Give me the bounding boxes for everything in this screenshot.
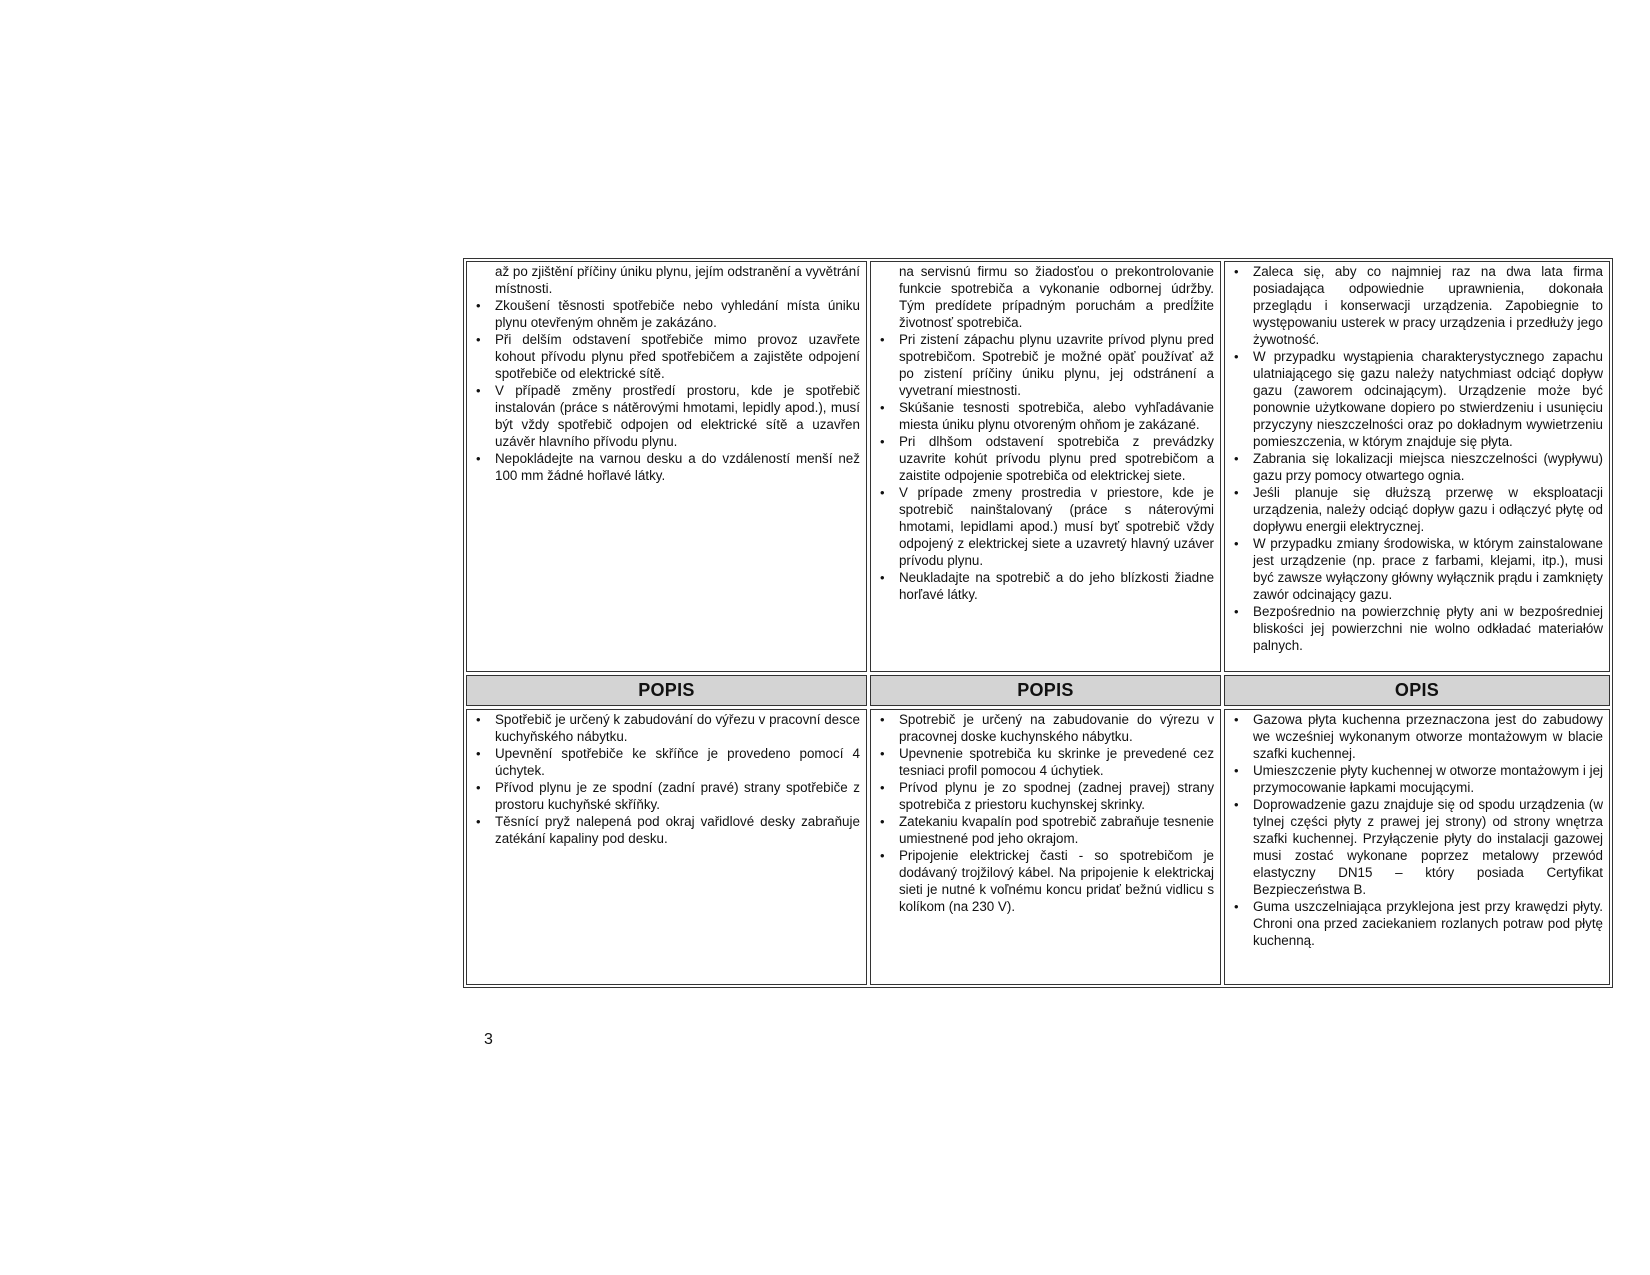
bullet-item: • W przypadku wystąpienia charakterystycznego zapachu ulatniającego się gazu należy natychmiast odciąć dopływ gazu (zaworem odcinającym). Urządzenie może być ponownie użytkowane dopiero po stwierdzeniu i usunięciu przyczyny nieszczelności oraz po dokładnym wywietrzeniu pomieszczenia, w którym znajduje się płyta. bbox=[1231, 348, 1603, 450]
bullet-item: • Spotřebič je určený k zabudování do výřezu v pracovní desce kuchyňského nábytku. bbox=[473, 711, 860, 745]
bullet-item: • W przypadku zmiany środowiska, w którym zainstalowane jest urządzenie (np. prace z farbami, klejami, itp.), musi być zawsze wyłączony główny wyłącznik prądu i zamknięty zawór odcinający gazu. bbox=[1231, 535, 1603, 603]
bullet-item: • Pri zistení zápachu plynu uzavrite prívod plynu pred spotrebičom. Spotrebič je možné opäť používať až po zistení príčiny úniku plynu, jej odstránení a vyvetraní miestnosti. bbox=[877, 331, 1214, 399]
polish-safety-cell bbox=[1224, 261, 1610, 672]
czech-section-header: POPIS bbox=[466, 675, 867, 706]
bullet-item: • Bezpośrednio na powierzchnię płyty ani w bezpośredniej bliskości jej powierzchni nie wolno odkładać materiałów palnych. bbox=[1231, 603, 1603, 654]
continuation-text: na servisnú firmu so žiadosťou o prekontrolovanie funkcie spotrebiča a vykonanie odbornej údržby. Tým predídete prípadným poruchám a predĺžite životnosť spotrebiča. bbox=[898, 264, 1215, 330]
bullet-list bbox=[473, 711, 860, 847]
bullet-list bbox=[877, 711, 1214, 915]
bullet-item: • Umieszczenie płyty kuchennej w otworze montażowym i jej przymocowanie łapkami mocującymi. bbox=[1231, 762, 1603, 796]
bullet-item: • Gazowa płyta kuchenna przeznaczona jest do zabudowy we wcześniej wykonanym otworze montażowym w blacie szafki kuchennej. bbox=[1231, 711, 1603, 762]
czech-description-cell bbox=[466, 709, 867, 985]
slovak-section-header: POPIS bbox=[870, 675, 1221, 706]
bullet-item: • Přívod plynu je ze spodní (zadní pravé) strany spotřebiče z prostoru kuchyňské skříňky. bbox=[473, 779, 860, 813]
bullet-list bbox=[473, 263, 860, 484]
header-row bbox=[466, 675, 1610, 706]
bullet-list bbox=[877, 263, 1214, 603]
document-table bbox=[463, 258, 1613, 988]
description-row bbox=[466, 709, 1610, 985]
bullet-item: • V prípade zmeny prostredia v priestore, kde je spotrebič nainštalovaný (práce s náterovými hmotami, lepidlami apod.) musí byť spotrebič vždy odpojený z elektrickej siete a uzavretý hlavný uzáver prívodu plynu. bbox=[877, 484, 1214, 569]
bullet-item: • V případě změny prostředí prostoru, kde je spotřebič instalován (práce s nátěrovými hmotami, lepidly apod.), musí být vždy spotřebič odpojen od elektrické sítě a uzavřen uzávěr hlavního přívodu plynu. bbox=[473, 382, 860, 450]
page-number: 3 bbox=[484, 1031, 493, 1048]
bullet-item: • Pri dlhšom odstavení spotrebiča z prevádzky uzavrite kohút prívodu plynu pred spotrebičom a zaistite odpojenie spotrebiča od elektrickej siete. bbox=[877, 433, 1214, 484]
bullet-item: • Při delším odstavení spotřebiče mimo provoz uzavřete kohout přívodu plynu před spotřebičem a zajistěte odpojení spotřebiče od elektrické sítě. bbox=[473, 331, 860, 382]
bullet-item: • Prívod plynu je zo spodnej (zadnej pravej) strany spotrebiča z priestoru kuchynskej skrinky. bbox=[877, 779, 1214, 813]
czech-safety-cell bbox=[466, 261, 867, 672]
bullet-item: • Doprowadzenie gazu znajduje się od spodu urządzenia (w tylnej części płyty z prawej jej strony) od strony wnętrza szafki kuchennej. Przyłączenie płyty do instalacji gazowej musi zostać wykonane poprzez metalowy przewód elastyczny DN15 – który posiada Certyfikat Bezpieczeństwa B. bbox=[1231, 796, 1603, 898]
bullet-list bbox=[1231, 263, 1603, 654]
bullet-item: • Nepokládejte na varnou desku a do vzdáleností menší než 100 mm žádné hořlavé látky. bbox=[473, 450, 860, 484]
bullet-item: • Upevnenie spotrebiča ku skrinke je prevedené cez tesniaci profil pomocou 4 úchytiek. bbox=[877, 745, 1214, 779]
bullet-item: • Skúšanie tesnosti spotrebiča, alebo vyhľadávanie miesta úniku plynu otvoreným ohňom je zakázané. bbox=[877, 399, 1214, 433]
polish-description-cell bbox=[1224, 709, 1610, 985]
bullet-item: • Spotrebič je určený na zabudovanie do výrezu v pracovnej doske kuchynského nábytku. bbox=[877, 711, 1214, 745]
polish-section-header: OPIS bbox=[1224, 675, 1610, 706]
bullet-item: • Zkoušení těsnosti spotřebiče nebo vyhledání místa úniku plynu otevřeným ohněm je zakázáno. bbox=[473, 297, 860, 331]
bullet-item: • Guma uszczelniająca przyklejona jest przy krawędzi płyty. Chroni ona przed zaciekaniem rozlanych potraw pod płytę kuchenną. bbox=[1231, 898, 1603, 949]
safety-row bbox=[466, 261, 1610, 672]
bullet-list bbox=[1231, 711, 1603, 949]
bullet-item: • Zabrania się lokalizacji miejsca nieszczelności (wypływu) gazu przy pomocy otwartego ognia. bbox=[1231, 450, 1603, 484]
bullet-item: • Zatekaniu kvapalín pod spotrebič zabraňuje tesnenie umiestnené pod jeho okrajom. bbox=[877, 813, 1214, 847]
bullet-item: • Upevnění spotřebiče ke skříňce je provedeno pomocí 4 úchytek. bbox=[473, 745, 860, 779]
slovak-safety-cell bbox=[870, 261, 1221, 672]
bullet-item: • Neukladajte na spotrebič a do jeho blízkosti žiadne horľavé látky. bbox=[877, 569, 1214, 603]
bullet-item: • Zaleca się, aby co najmniej raz na dwa lata firma posiadająca odpowiednie uprawnienia, dokonała przeglądu i konserwacji urządzenia. Zapobiegnie to występowaniu usterek w pracy urządzenia i przedłuży jego żywotność. bbox=[1231, 263, 1603, 348]
continuation-text: až po zjištění příčiny úniku plynu, jejím odstranění a vyvětrání místnosti. bbox=[495, 264, 860, 296]
bullet-item: • Pripojenie elektrickej časti - so spotrebičom je dodávaný trojžilový kábel. Na pripojenie k elektrickaj sieti je nutné k voľnému koncu pridať bežnú vidlicu s kolíkom (na 230 V). bbox=[877, 847, 1214, 915]
bullet-item: • Těsnící pryž nalepená pod okraj vařidlové desky zabraňuje zatékání kapaliny pod desku. bbox=[473, 813, 860, 847]
bullet-item: • Jeśli planuje się dłuższą przerwę w eksploatacji urządzenia, należy odciąć dopływ gazu i odłączyć płytę od dopływu energii elektrycznej. bbox=[1231, 484, 1603, 535]
slovak-description-cell bbox=[870, 709, 1221, 985]
